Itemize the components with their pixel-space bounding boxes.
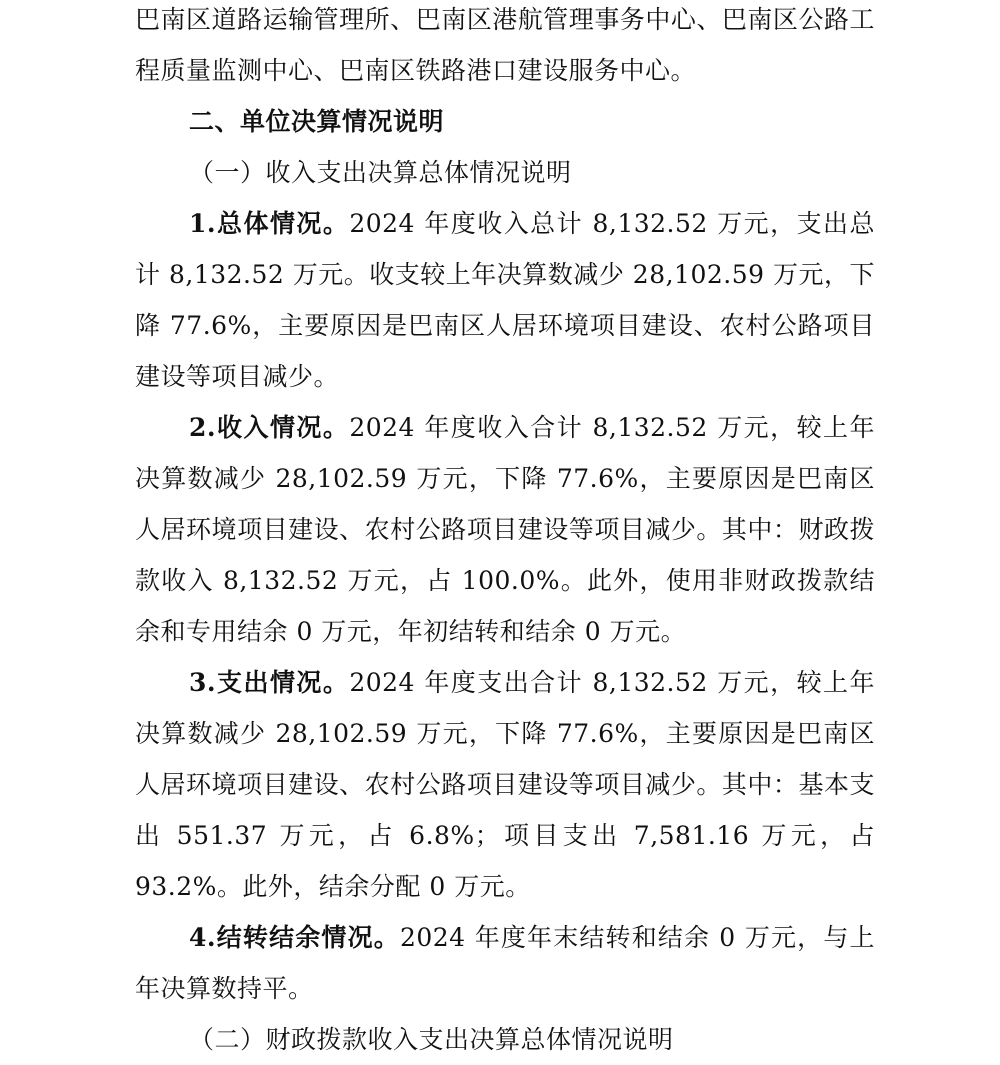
paragraph-lead: 2.收入情况。 xyxy=(189,413,350,442)
document-page xyxy=(135,0,875,1065)
intro-paragraph: 巴南区道路运输管理所、巴南区港航管理事务中心、巴南区公路工程质量监测中心、巴南区铁路港口建设服务中心。 xyxy=(135,5,875,85)
subsection-heading-two: （二）财政拨款收入支出决算总体情况说明 xyxy=(189,1025,674,1054)
income-paragraph xyxy=(135,402,875,657)
paragraph-body: 2024 年度支出合计 8,132.52 万元，较上年决算数减少 28,102.59 万元，下降 77.6%，主要原因是巴南区人居环境项目建设、农村公路项目建设等项目减少。其中：基本支出 551.37 万元，占 6.8%；项目支出 7,581.16 万元，占 93.2%。此外，结余分配 0 万元。 xyxy=(135,668,875,901)
paragraph-lead: 3.支出情况。 xyxy=(189,668,350,697)
paragraph-body: 2024 年度收入总计 8,132.52 万元，支出总计 8,132.52 万元。收支较上年决算数减少 28,102.59 万元，下降 77.6%，主要原因是巴南区人居环境项目建设、农村公路项目建设等项目减少。 xyxy=(135,209,875,391)
subsection-heading-one: （一）收入支出决算总体情况说明 xyxy=(189,158,572,187)
section-heading: 二、单位决算情况说明 xyxy=(189,107,445,136)
paragraph-lead: 1.总体情况。 xyxy=(189,209,350,238)
overall-situation-paragraph xyxy=(135,198,875,402)
expenditure-paragraph xyxy=(135,657,875,912)
paragraph-lead: 4.结转结余情况。 xyxy=(189,923,400,952)
paragraph-body: 2024 年度收入合计 8,132.52 万元，较上年决算数减少 28,102.59 万元，下降 77.6%，主要原因是巴南区人居环境项目建设、农村公路项目建设等项目减少。其中：财政拨款收入 8,132.52 万元，占 100.0%。此外，使用非财政拨款结余和专用结余 0 万元，年初结转和结余 0 万元。 xyxy=(135,413,875,646)
carryover-paragraph xyxy=(135,912,875,1014)
paragraph-body: 2024 年度年末结转和结余 0 万元，与上年决算数持平。 xyxy=(135,923,876,1003)
